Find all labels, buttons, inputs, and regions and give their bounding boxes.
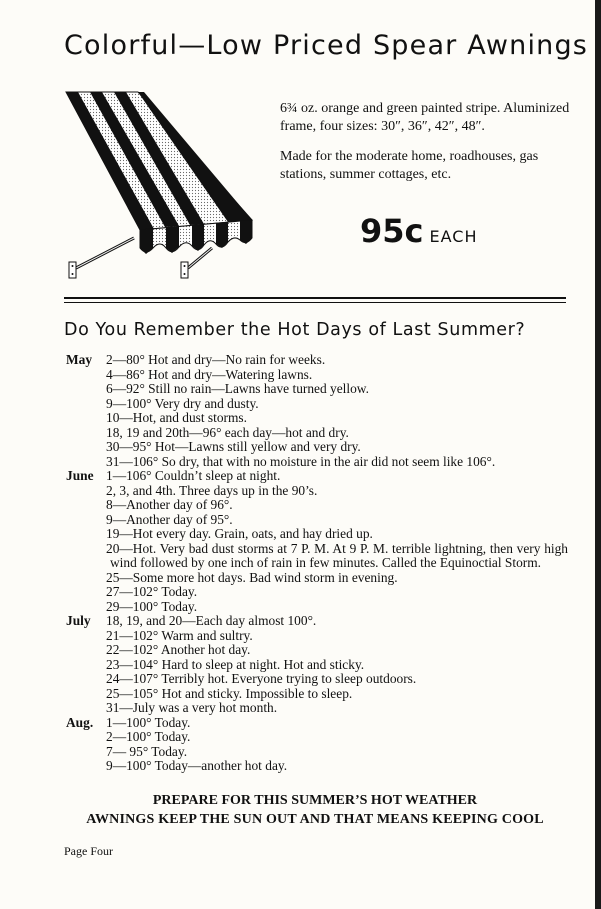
log-entry [66, 426, 568, 441]
log-entry [66, 701, 568, 716]
log-entry [66, 484, 568, 499]
log-entry [66, 600, 568, 615]
log-text: 21—102° Warm and sultry. [106, 627, 253, 643]
log-text: 24—107° Terribly hot. Everyone trying to sleep outdoors. [106, 671, 417, 686]
log-text: 31—July was a very hot month. [106, 700, 278, 715]
log-entry [66, 629, 568, 644]
log-text: 27—102° Today. [106, 584, 198, 599]
log-month: May [66, 352, 93, 367]
log-text: 1—100° Today. [106, 714, 191, 730]
log-month [66, 730, 106, 745]
log-text: 10—Hot, and dust storms. [106, 410, 247, 425]
divider-thick [64, 297, 566, 299]
log-month [66, 484, 106, 499]
log-month [66, 411, 106, 426]
log-entry [66, 368, 568, 383]
log-month [66, 571, 106, 586]
log-month [66, 440, 106, 455]
log-month [66, 585, 106, 600]
weather-log [66, 353, 568, 774]
log-text: 9—100° Today—another hot day. [106, 758, 288, 773]
log-entry [66, 571, 568, 586]
log-month [66, 527, 106, 542]
log-entry [66, 411, 568, 426]
price-unit: EACH [429, 227, 478, 246]
page-number: Page Four [64, 844, 113, 858]
footer-line-1: PREPARE FOR THIS SUMMER’S HOT WEATHER [152, 793, 478, 808]
log-entry [66, 759, 568, 774]
log-month [66, 368, 106, 383]
page-title: Colorful—Low Priced Spear Awnings [64, 30, 589, 61]
log-month [66, 687, 106, 702]
log-text: 19—Hot every day. Grain, oats, and hay dried up. [106, 526, 373, 541]
log-text: 29—100° Today. [106, 598, 198, 614]
log-text: 25—Some more hot days. Bad wind storm in evening. [106, 569, 398, 585]
log-entry [66, 513, 568, 528]
log-entry [66, 658, 568, 673]
log-entry [66, 585, 568, 600]
page-edge [595, 0, 601, 909]
log-text: 8—Another day of 96°. [106, 497, 233, 512]
log-month [66, 600, 106, 615]
log-text: 9—Another day of 95°. [106, 511, 233, 527]
log-text: 22—102° Another hot day. [106, 642, 251, 657]
log-month [66, 426, 106, 441]
awning-illustration [62, 90, 262, 286]
log-entry [66, 455, 568, 470]
price-amount: 95c [360, 212, 424, 250]
log-text: 7— 95° Today. [106, 743, 188, 759]
log-entry [66, 542, 568, 571]
log-month: June [66, 468, 94, 483]
log-entry [66, 397, 568, 412]
log-text: 1—106° Couldn’t sleep at night. [106, 468, 281, 483]
log-text: 18, 19, and 20—Each day almost 100°. [106, 613, 317, 628]
log-text: 30—95° Hot—Lawns still yellow and very dry. [106, 439, 361, 454]
log-entry [66, 527, 568, 542]
log-text: 18, 19 and 20th—96° each day—hot and dry. [106, 424, 349, 440]
log-month [66, 629, 106, 644]
log-month [66, 759, 106, 774]
log-text: 2, 3, and 4th. Three days up in the 90’s. [106, 482, 318, 498]
log-month [66, 397, 106, 412]
divider-thin [64, 302, 566, 303]
log-month [66, 542, 106, 571]
log-month: July [66, 613, 91, 628]
log-text: 2—80° Hot and dry—No rain for weeks. [106, 352, 326, 367]
log-entry [66, 353, 568, 368]
log-text: 20—Hot. Very bad dust storms at 7 P. M. At 9 P. M. terrible lightning, then very high wind followed by one inch of rain in few minutes. Called the Equinoctial Storm. [106, 540, 568, 570]
log-month [66, 382, 106, 397]
section-heading: Do You Remember the Hot Days of Last Summer? [64, 320, 526, 340]
log-text: 25—105° Hot and sticky. Impossible to sleep. [106, 685, 353, 701]
log-entry [66, 382, 568, 397]
log-text: 4—86° Hot and dry—Watering lawns. [106, 366, 313, 382]
log-text: 6—92° Still no rain—Lawns have turned yellow. [106, 381, 369, 396]
log-entry [66, 730, 568, 745]
log-text: 23—104° Hard to sleep at night. Hot and sticky. [106, 656, 365, 672]
footer-line-2: AWNINGS KEEP THE SUN OUT AND THAT MEANS KEEPING COOL [86, 812, 544, 827]
log-month [66, 745, 106, 760]
log-entry [66, 498, 568, 513]
log-month [66, 498, 106, 513]
description-specs: 6¾ oz. orange and green painted stripe. Aluminized frame, four sizes: 30″, 36″, 42″, 48″. [280, 101, 570, 134]
log-text: 31—106° So dry, that with no moisture in the air did not seem like 106°. [106, 453, 496, 469]
log-month [66, 643, 106, 658]
log-entry [66, 687, 568, 702]
log-entry [66, 643, 568, 658]
log-text: 2—100° Today. [106, 729, 191, 744]
product-description [280, 100, 580, 196]
log-month [66, 701, 106, 716]
log-entry [66, 716, 568, 731]
log-entry [66, 469, 568, 484]
log-month [66, 513, 106, 528]
log-month [66, 658, 106, 673]
log-text: 9—100° Very dry and dusty. [106, 395, 259, 411]
log-entry [66, 745, 568, 760]
log-entry [66, 672, 568, 687]
log-entry [66, 440, 568, 455]
description-uses: Made for the moderate home, roadhouses, gas stations, summer cottages, etc. [280, 149, 539, 182]
log-month [66, 455, 106, 470]
log-month [66, 672, 106, 687]
log-month: Aug. [66, 714, 94, 730]
log-entry [66, 614, 568, 629]
price [360, 212, 477, 250]
